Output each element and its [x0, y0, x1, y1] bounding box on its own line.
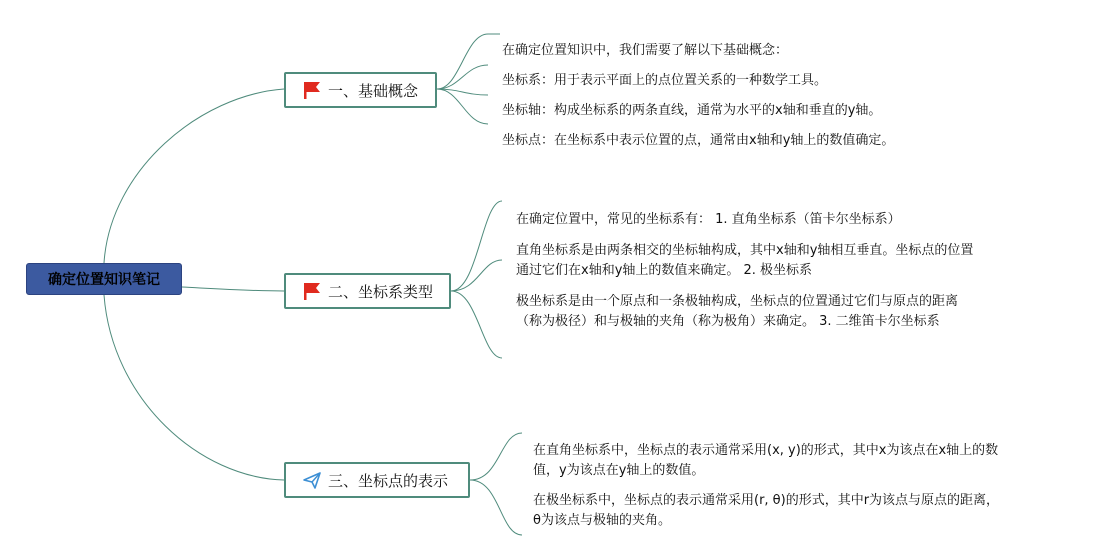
leaf-line: 坐标系：用于表示平面上的点位置关系的一种数学工具。 [502, 73, 828, 88]
leaf-line: 通过它们在x轴和y轴上的数值来确定。 2. 极坐标系 [516, 263, 813, 278]
red-flag-icon [302, 80, 322, 100]
leaf-line: θ为该点与极轴的夹角。 [533, 513, 671, 528]
leaf-line: 在确定位置中，常见的坐标系有： 1. 直角坐标系（笛卡尔坐标系） [516, 212, 901, 227]
leaf-topic[interactable] [502, 101, 881, 121]
branch-label: 二、坐标系类型 [328, 282, 434, 301]
leaf-topic[interactable] [533, 491, 999, 531]
root-topic[interactable] [26, 263, 182, 295]
leaf-topic[interactable] [502, 131, 894, 151]
connector-root-branch-2 [182, 287, 284, 291]
branch-label: 一、基础概念 [328, 81, 419, 100]
branch-coordinate-types[interactable] [284, 273, 451, 309]
leaf-topic[interactable] [516, 241, 973, 281]
leaf-topic[interactable] [516, 292, 958, 332]
leaf-line: 在确定位置知识中，我们需要了解以下基础概念： [502, 43, 789, 58]
red-flag-icon [302, 281, 322, 301]
leaf-line: 极坐标系是由一个原点和一条极轴构成，坐标点的位置通过它们与原点的距离 [516, 294, 959, 309]
paper-plane-icon [302, 470, 322, 490]
leaf-line: 直角坐标系是由两条相交的坐标轴构成，其中x轴和y轴相互垂直。坐标点的位置 [516, 243, 974, 258]
leaf-topic[interactable] [502, 41, 788, 61]
leaf-line: 在直角坐标系中，坐标点的表示通常采用(x, y)的形式，其中x为该点在x轴上的数 [533, 443, 999, 458]
leaf-topic[interactable] [502, 71, 827, 91]
leaf-line: （称为极径）和与极轴的夹角（称为极角）来确定。 3. 二维笛卡尔坐标系 [516, 314, 940, 329]
branch-label: 三、坐标点的表示 [328, 471, 449, 490]
connector-root-branch-3 [104, 295, 284, 480]
branch-basic-concepts[interactable] [284, 72, 437, 108]
leaf-topic[interactable] [516, 210, 901, 230]
leaf-line: 坐标点：在坐标系中表示位置的点，通常由x轴和y轴上的数值确定。 [502, 133, 895, 148]
connector-root-branch-1 [104, 89, 284, 263]
leaf-line: 值，y为该点在y轴上的数值。 [533, 463, 705, 478]
root-topic-label: 确定位置知识笔记 [48, 272, 160, 288]
leaf-line: 在极坐标系中，坐标点的表示通常采用(r, θ)的形式，其中r为该点与原点的距离， [533, 493, 1000, 508]
branch-point-representation[interactable] [284, 462, 470, 498]
leaf-line: 坐标轴：构成坐标系的两条直线，通常为水平的x轴和垂直的y轴。 [502, 103, 882, 118]
leaf-topic[interactable] [533, 441, 998, 481]
